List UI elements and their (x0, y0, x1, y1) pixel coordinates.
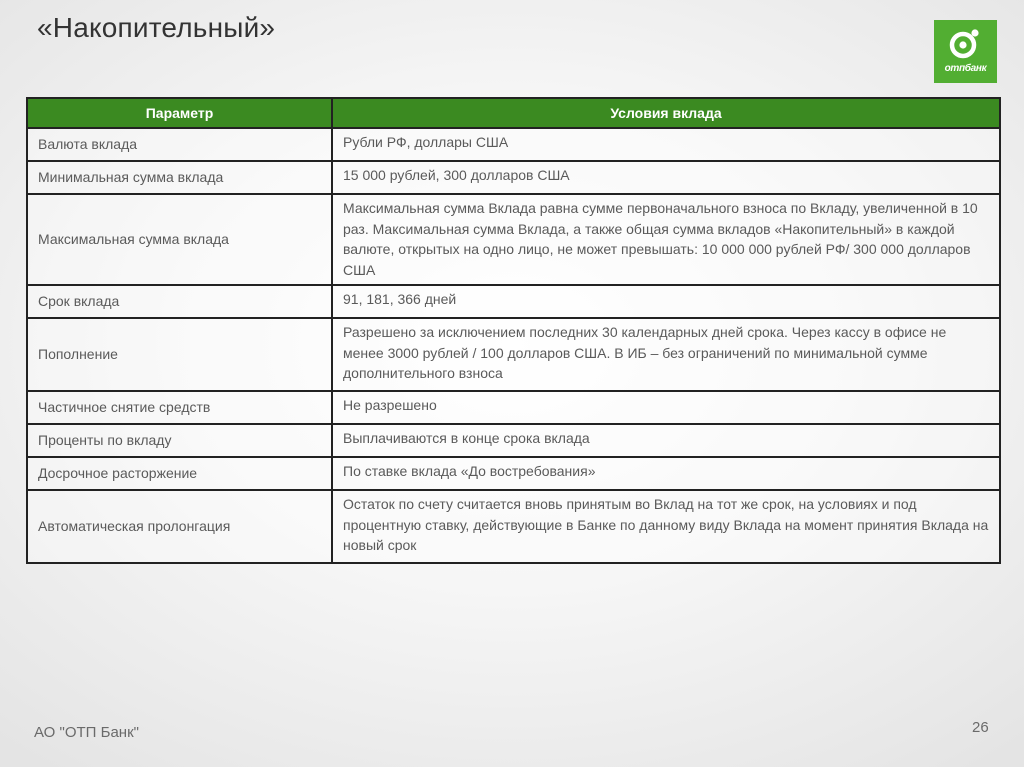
param-cell: Частичное снятие средств (27, 391, 332, 424)
param-cell: Минимальная сумма вклада (27, 161, 332, 194)
table-header-row (27, 98, 1000, 128)
table-row (27, 161, 1000, 194)
condition-cell: Остаток по счету считается вновь принятым во Вклад на тот же срок, на условиях и под процентную ставку, действующие в Банке по данному виду Вклада на момент принятия Вклада на новый срок (332, 490, 1000, 563)
param-cell: Валюта вклада (27, 128, 332, 161)
page-number: 26 (972, 719, 989, 736)
table-row (27, 490, 1000, 563)
condition-cell: Максимальная сумма Вклада равна сумме первоначального взноса по Вкладу, увеличенной в 10 раз. Максимальная сумма Вклада, а также общая сумма вкладов «Накопительный» в каждой валюте, открытых на одно лицо, не может превышать: 10 000 000 рублей РФ/ 300 000 долларов США (332, 194, 1000, 285)
column-header-conditions: Условия вклада (332, 98, 1000, 128)
otp-bank-logo-icon (948, 26, 982, 60)
param-cell: Пополнение (27, 318, 332, 391)
condition-cell: Рубли РФ, доллары США (332, 128, 1000, 161)
condition-cell: 15 000 рублей, 300 долларов США (332, 161, 1000, 194)
param-cell: Автоматическая пролонгация (27, 490, 332, 563)
column-header-parameter: Параметр (27, 98, 332, 128)
table-row (27, 318, 1000, 391)
footer-company: АО "ОТП Банк" (34, 724, 139, 741)
param-cell: Проценты по вкладу (27, 424, 332, 457)
condition-cell: По ставке вклада «До востребования» (332, 457, 1000, 490)
table-row (27, 424, 1000, 457)
param-cell: Досрочное расторжение (27, 457, 332, 490)
table-row (27, 128, 1000, 161)
table-row (27, 391, 1000, 424)
table-row (27, 457, 1000, 490)
condition-cell: Разрешено за исключением последних 30 календарных дней срока. Через кассу в офисе не менее 3000 рублей / 100 долларов США. В ИБ – без ограничений по минимальной сумме дополнительного взноса (332, 318, 1000, 391)
condition-cell: Выплачиваются в конце срока вклада (332, 424, 1000, 457)
condition-cell: Не разрешено (332, 391, 1000, 424)
param-cell: Срок вклада (27, 285, 332, 318)
condition-cell: 91, 181, 366 дней (332, 285, 1000, 318)
slide-title: «Накопительный» (37, 12, 276, 43)
otp-bank-logo (934, 20, 997, 83)
param-cell: Максимальная сумма вклада (27, 194, 332, 285)
deposit-conditions-table (26, 97, 1001, 564)
table-row (27, 285, 1000, 318)
logo-text: отпбанк (944, 63, 987, 74)
table-row (27, 194, 1000, 285)
